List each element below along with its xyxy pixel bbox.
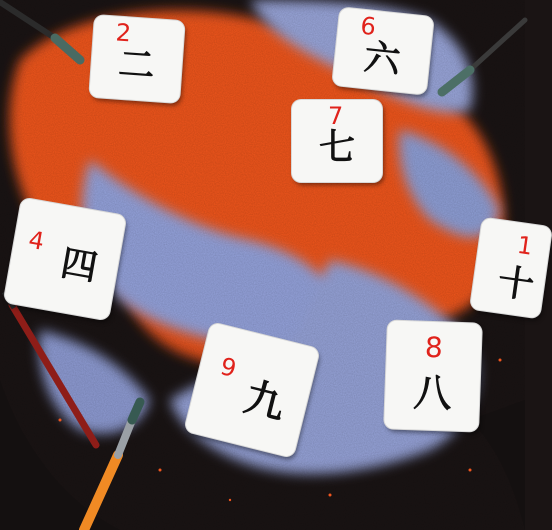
number-card-eight[interactable] [384,320,482,431]
card-number: 2 [114,18,133,48]
card-number: 8 [424,330,444,365]
card-character: 七 [318,127,355,168]
card-number: 6 [359,11,378,42]
number-card-four[interactable] [4,198,127,321]
card-number: 4 [26,225,47,256]
paintbrush-orange-bottom [84,402,140,530]
card-character: 十 [495,261,537,308]
number-card-seven[interactable] [292,100,382,182]
card-character: 八 [412,370,453,416]
paintbrush-top-right [442,20,525,92]
card-character: 九 [239,374,290,429]
paintbrush-top-left [0,2,80,60]
card-character: 二 [117,43,156,88]
card-number: 1 [515,230,535,261]
card-character: 六 [362,37,403,82]
card-number: 9 [217,352,240,384]
number-card-one[interactable] [470,218,552,319]
number-card-two[interactable] [89,15,185,103]
card-character: 四 [57,242,101,290]
number-card-six[interactable] [332,7,434,94]
card-number: 7 [328,102,344,130]
